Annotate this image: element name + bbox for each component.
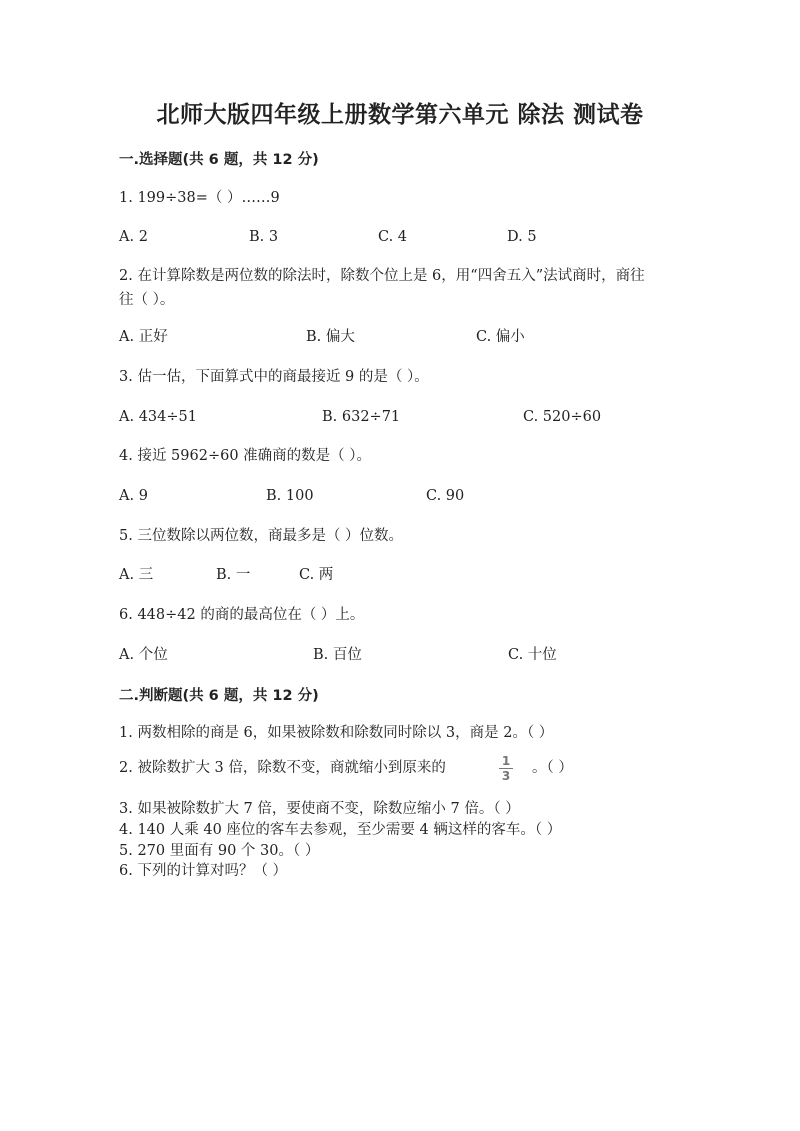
choice-question-3: 3. 估一估，下面算式中的商最接近 9 的是（ ）。 <box>119 369 429 385</box>
option-a: A. 个位 <box>119 647 168 663</box>
choice-question-5: 5. 三位数除以两位数，商最多是（ ）位数。 <box>119 528 404 544</box>
option-a: A. 434÷51 <box>119 409 197 425</box>
option-d: D. 5 <box>507 229 537 245</box>
choice-question-2: 2. 在计算除数是两位数的除法时，除数个位上是 6，用“四舍五入”法试商时，商往往（ ）。 <box>119 268 645 308</box>
page-title: 北师大版四年级上册数学第六单元 除法 测试卷 <box>156 102 644 128</box>
judgement-question-2 <box>119 756 446 780</box>
option-c: C. 两 <box>299 567 334 583</box>
option-c: C. 偏小 <box>476 329 525 345</box>
option-c: C. 90 <box>426 488 465 504</box>
fraction-one-third <box>499 755 513 782</box>
option-b: B. 偏大 <box>306 329 355 345</box>
option-a: A. 正好 <box>119 329 168 345</box>
choice-question-1: 1. 199÷38=（ ）……9 <box>119 190 280 206</box>
option-b: B. 3 <box>249 229 279 245</box>
option-a: A. 9 <box>119 488 148 504</box>
option-b: B. 632÷71 <box>322 409 401 425</box>
option-c: C. 十位 <box>508 647 557 663</box>
choice-question-4: 4. 接近 5962÷60 准确商的数是（ ）。 <box>119 448 372 464</box>
judgement-question-3: 3. 如果被除数扩大 7 倍，要使商不变，除数应缩小 7 倍。（ ） <box>119 801 520 817</box>
fraction-denominator: 3 <box>501 769 511 783</box>
option-b: B. 100 <box>266 488 314 504</box>
judgement-question-5: 5. 270 里面有 90 个 30。（ ） <box>119 843 320 859</box>
option-c: C. 520÷60 <box>523 409 602 425</box>
judgement-question-2-text: 2. 被除数扩大 3 倍，除数不变，商就缩小到原来的 <box>119 760 446 776</box>
judgement-question-6: 6. 下列的计算对吗？（ ） <box>119 863 288 879</box>
choice-question-6: 6. 448÷42 的商的最高位在（ ）上。 <box>119 607 365 623</box>
section-heading-judgement: 二.判断题(共 6 题，共 12 分) <box>119 688 319 704</box>
option-a: A. 三 <box>119 567 154 583</box>
option-a: A. 2 <box>119 229 148 245</box>
judgement-question-2-tail: 。（ ） <box>532 760 573 776</box>
option-c: C. 4 <box>378 229 408 245</box>
judgement-question-1: 1. 两数相除的商是 6，如果被除数和除数同时除以 3，商是 2。（ ） <box>119 725 554 741</box>
fraction-numerator: 1 <box>501 754 511 768</box>
option-b: B. 百位 <box>313 647 362 663</box>
judgement-question-4: 4. 140 人乘 40 座位的客车去参观，至少需要 4 辆这样的客车。（ ） <box>119 822 562 838</box>
option-b: B. 一 <box>216 567 251 583</box>
section-heading-choice: 一.选择题(共 6 题，共 12 分) <box>119 152 319 168</box>
